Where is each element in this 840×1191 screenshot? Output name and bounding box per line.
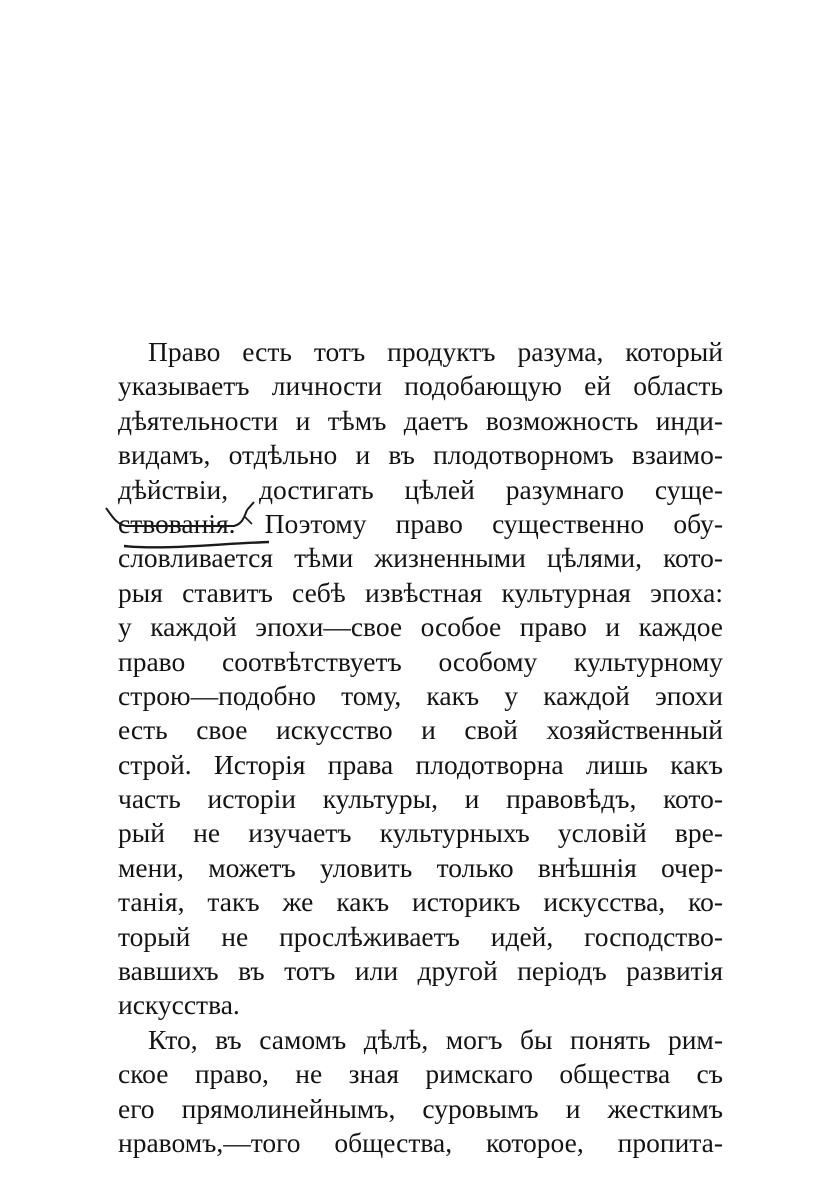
body-text [118, 335, 723, 1160]
text-line: ствованія. Поэтому право существенно обу- [118, 507, 723, 539]
text-line: часть исторіи культуры, и правовѣдъ, кото- [118, 783, 723, 815]
text-line: Право есть тотъ продуктъ разума, который [148, 336, 723, 367]
text-line: торый не прослѣживаетъ идей, господство- [118, 920, 723, 952]
text-line: указываетъ личности подобающую ей область [118, 370, 723, 402]
text-line: видамъ, отдѣльно и въ плодотворномъ взаимо- [118, 439, 723, 471]
text-line: мени, можетъ уловить только внѣшнія очер- [118, 851, 723, 883]
text-line: искусства. [118, 989, 240, 1021]
text-line: словливается тѣми жизненными цѣлями, кото- [118, 542, 723, 574]
text-line: рыя ставитъ себѣ извѣстная культурная эпоха: [118, 576, 723, 608]
text-line: ское право, не зная римскаго общества съ [118, 1058, 723, 1090]
text-line: дѣйствіи, достигать цѣлей разумнаго суще- [118, 473, 723, 505]
text-line: его прямолинейнымъ, суровымъ и жесткимъ [118, 1092, 723, 1124]
text-line: дѣятельности и тѣмъ даетъ возможность инди- [118, 404, 723, 436]
pencil-annotation-mark [104, 500, 274, 560]
text-line: Кто, въ самомъ дѣлѣ, могъ бы понять рим- [148, 1023, 723, 1055]
text-line: строю—подобно тому, какъ у каждой эпохи [118, 679, 723, 711]
text-line: рый не изучаетъ культурныхъ условій вре- [118, 817, 723, 849]
text-line: у каждой эпохи—свое особое право и каждое [118, 611, 723, 643]
text-line: строй. Исторія права плодотворна лишь какъ [118, 748, 723, 780]
text-line: право соотвѣтствуетъ особому культурному [118, 645, 723, 677]
text-line: нравомъ,—того общества, которое, пропита- [118, 1126, 723, 1158]
text-line: вавшихъ въ тотъ или другой періодъ развитія [118, 955, 723, 987]
text-line: танія, такъ же какъ историкъ искусства, ко- [118, 886, 723, 918]
text-line: есть свое искусство и свой хозяйственный [118, 714, 723, 746]
